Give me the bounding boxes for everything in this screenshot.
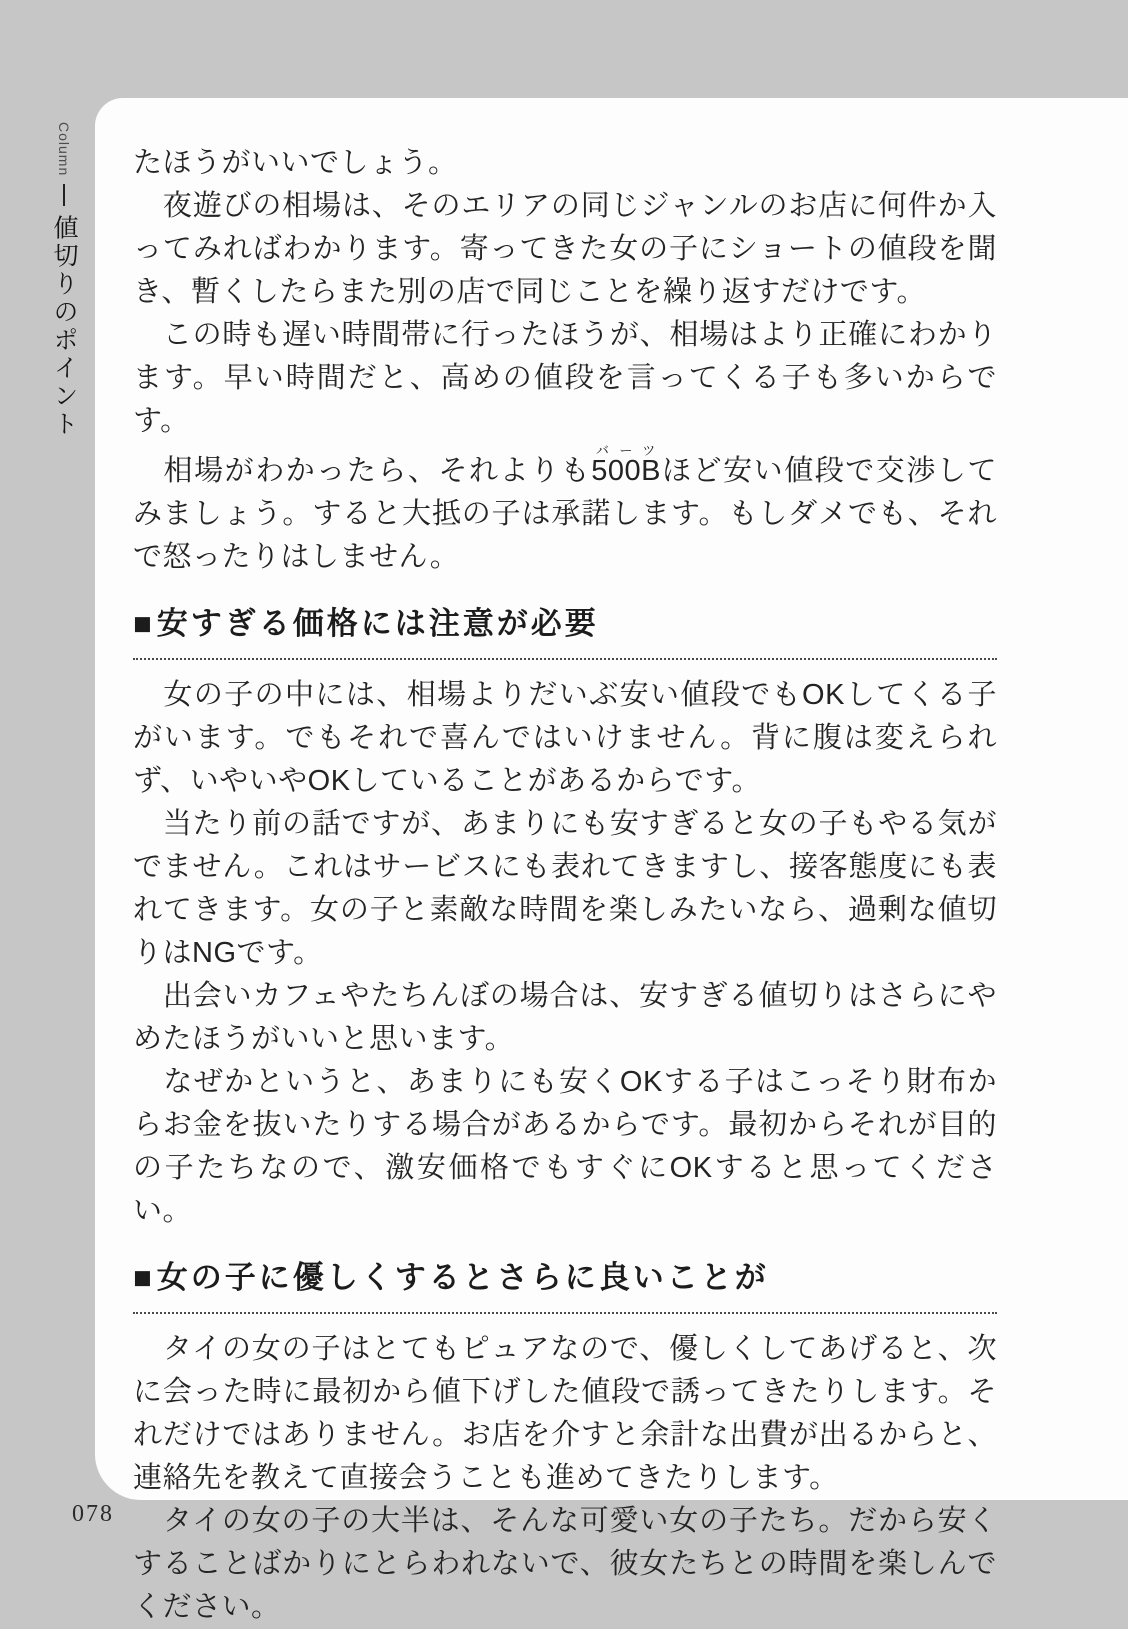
page-number: 078 <box>72 1501 114 1527</box>
paragraph: タイの女の子の大半は、そんな可愛い女の子たち。だから安くすることばかりにとらわれないで、彼女たちとの時間を楽しんでください。 <box>133 1505 997 1623</box>
paragraph: タイの女の子はとてもピュアなので、優しくしてあげると、次に会った時に最初から値下げした値段で誘ってきたりします。それだけではありません。お店を介すと余計な出費が出るからと、連絡先を教えて直接会うことも進めてきたりします。 <box>133 1333 997 1494</box>
column-body-text <box>133 142 997 1629</box>
price-500-baht <box>591 443 661 487</box>
paragraph: なぜかというと、あまりにも安くOKする子はこっそり財布からお金を抜いたりする場合があるからです。最初からそれが目的の子たちなので、激安価格でもすぐにOKすると思ってください。 <box>133 1066 997 1227</box>
ruby-annotation: バーツ <box>591 443 661 458</box>
square-bullet-icon: ■ <box>133 1260 155 1295</box>
paragraph: 夜遊びの相場は、そのエリアの同じジャンルのお店に何件か入ってみればわかります。寄ってきた女の子にショートの値段を聞き、暫くしたらまた別の店で同じことを繰り返すだけです。 <box>133 190 997 308</box>
ruby-base: 500B <box>591 455 661 487</box>
ruby-paragraph-before: 相場がわかったら、それよりも <box>133 455 592 487</box>
column-title: 値切りのポイント <box>50 214 78 439</box>
column-sidebar <box>46 122 82 438</box>
paragraph: 女の子の中には、相場よりだいぶ安い値段でもOKしてくる子がいます。でもそれで喜んではいけません。背に腹は変えられず、いやいやOKしていることがあるからです。 <box>133 679 997 797</box>
paragraph: 当たり前の話ですが、あまりにも安すぎると女の子もやる気がでません。これはサービスにも表れてきますし、接客態度にも表れてきます。女の子と素敵な時間を楽しみたいなら、過剰な値切りはNGです。 <box>133 808 997 969</box>
section-heading-text: 女の子に優しくするとさらに良いことが <box>156 1260 769 1295</box>
column-kicker-label: Column <box>56 122 72 177</box>
ruby-paragraph-after: ほど安い値段で交渉してみましょう。すると大抵の子は承諾します。もしダメでも、それで怒ったりはしません。 <box>133 455 997 573</box>
section-heading-price-caution <box>133 605 997 660</box>
square-bullet-icon: ■ <box>133 606 155 641</box>
section-heading-text: 安すぎる価格には注意が必要 <box>156 606 599 641</box>
paper-panel <box>95 98 1128 1623</box>
paragraph: 出会いカフェやたちんぼの場合は、安すぎる値切りはさらにやめたほうがいいと思います。 <box>133 980 997 1055</box>
paragraph: この時も遅い時間帯に行ったほうが、相場はより正確にわかります。早い時間だと、高めの値段を言ってくる子も多いからです。 <box>133 319 997 437</box>
paragraph-with-ruby <box>133 443 997 579</box>
paragraph-continuation: たほうがいいでしょう。 <box>133 147 458 179</box>
sidebar-separator-line <box>63 184 65 206</box>
section-heading-kindness-bonus <box>133 1259 997 1314</box>
